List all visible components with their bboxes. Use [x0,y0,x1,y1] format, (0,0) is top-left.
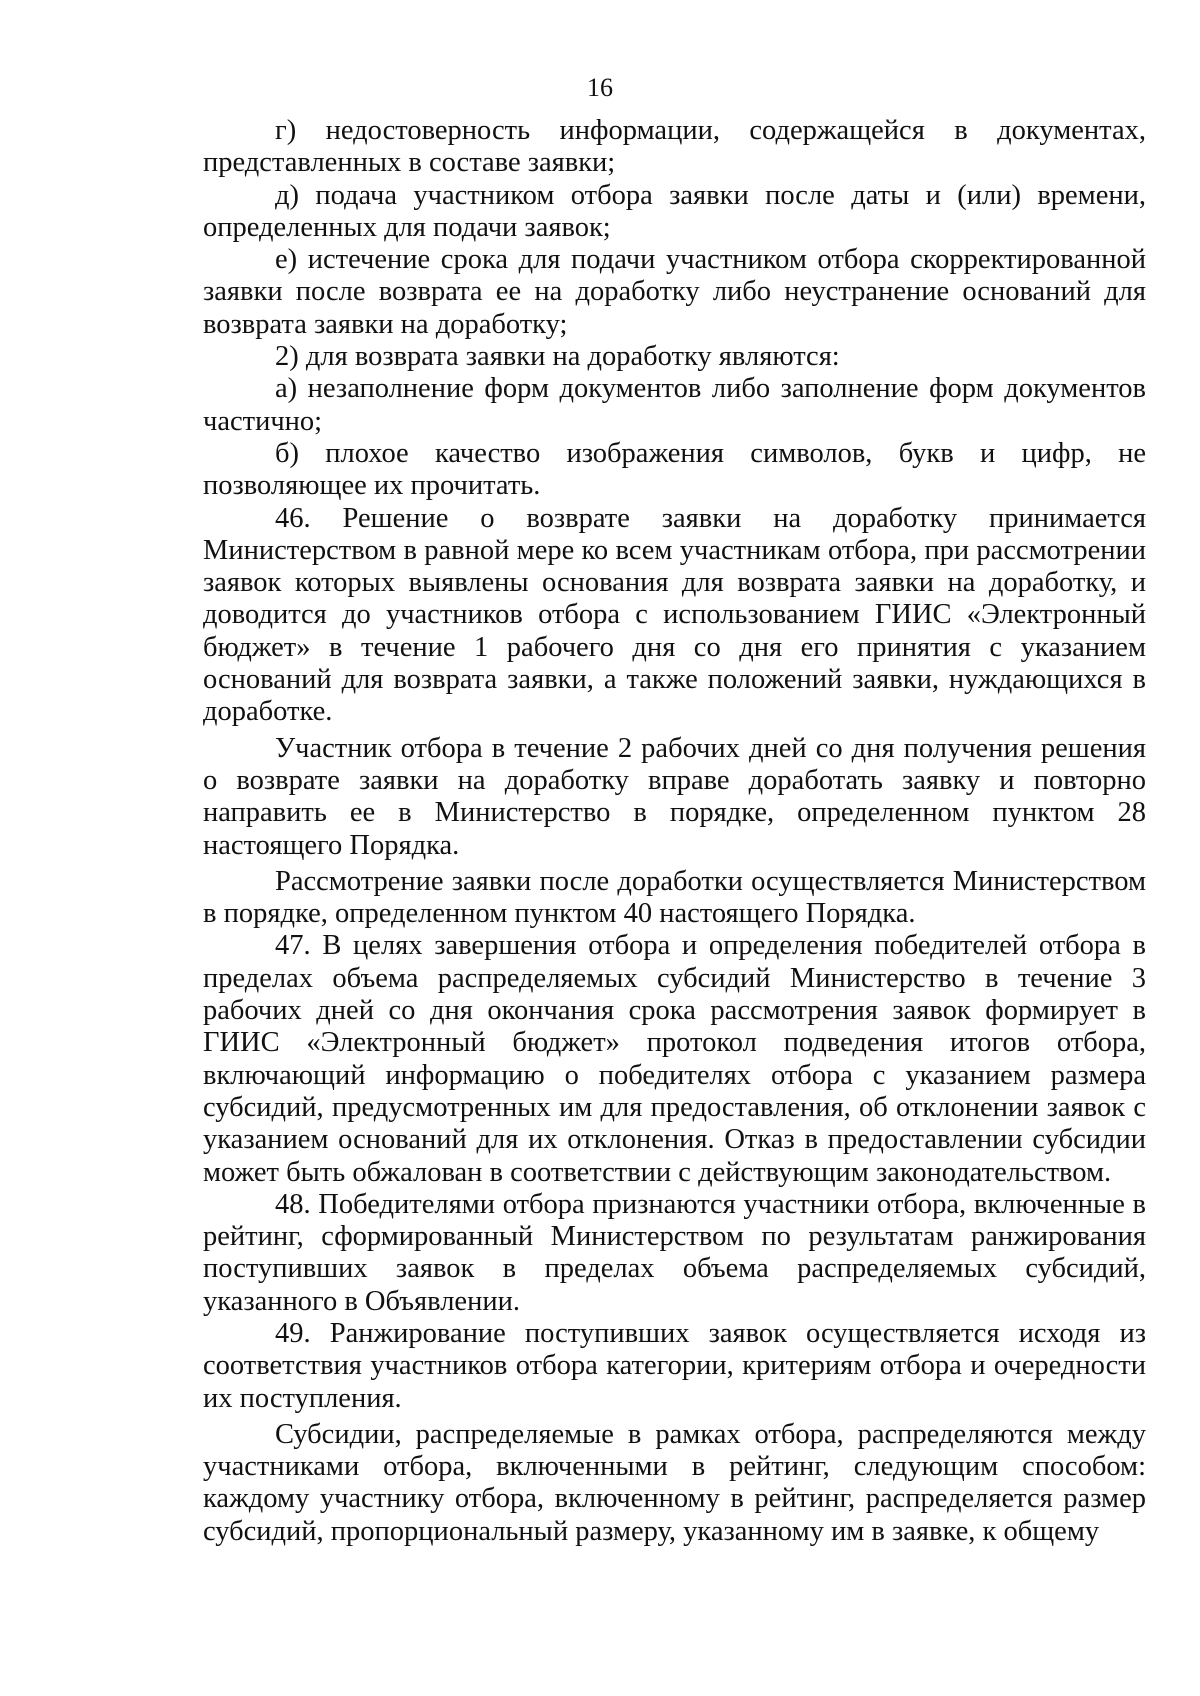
paragraph-47: 47. В целях завершения отбора и определения победителей отбора в пределах объема распределяемых субсидий Министерство в течение 3 рабочих дней со дня окончания срока рассмотрения заявок формирует в ГИИС «Электронный бюджет» протокол подведения итогов отбора, включающий информацию о победителях отбора с указанием размера субсидий, предусмотренных им для предоставления, об отклонении заявок с указанием оснований для их отклонения. Отказ в предоставлении субсидии может быть обжалован в соответствии с действующим законодательством. [203,930,1146,1188]
paragraph-item-e: е) истечение срока для подачи участником отбора скорректированной заявки после возврата ее на доработку либо неустранение оснований для возврата заявки на доработку; [203,244,1146,340]
paragraph-return-grounds: 2) для возврата заявки на доработку являются: [275,341,840,373]
paragraph-46-participant: Участник отбора в течение 2 рабочих дней со дня получения решения о возврате заявки на доработку вправе доработать заявку и повторно направить ее в Министерство в порядке, определенном пунктом 28 настоящего Порядка. [203,732,1146,861]
paragraph-item-g: г) недостоверность информации, содержащейся в документах, представленных в составе заявки; [203,115,1146,179]
paragraph-48: 48. Победителями отбора признаются участники отбора, включенные в рейтинг, сформированный Министерством по результатам ранжирования поступивших заявок в пределах объема распределяемых субсидий, указанного в Объявлении. [203,1188,1146,1317]
paragraph-49-subsidies: Субсидии, распределяемые в рамках отбора, распределяются между участниками отбора, включенными в рейтинг, следующим способом: каждому участнику отбора, включенному в рейтинг, распределяется размер субсидий, пропорциональный размеру, указанному им в заявке, к общему [203,1418,1146,1547]
paragraph-49: 49. Ранжирование поступивших заявок осуществляется исходя из соответствия участников отбора категории, критериям отбора и очередности их поступления. [203,1317,1146,1414]
paragraph-46-review: Рассмотрение заявки после доработки осуществляется Министерством в порядке, определенном пунктом 40 настоящего Порядка. [203,865,1146,930]
paragraph-46: 46. Решение о возврате заявки на доработку принимается Министерством в равной мере ко всем участникам отбора, при рассмотрении заявок которых выявлены основания для возврата заявки на доработку, и доводится до участников отбора с использованием ГИИС «Электронный бюджет» в течение 1 рабочего дня со дня его принятия с указанием оснований для возврата заявки, а также положений заявки, нуждающихся в доработке. [203,502,1146,728]
paragraph-item-a: а) незаполнение форм документов либо заполнение форм документов частично; [203,373,1146,437]
paragraph-item-d: д) подача участником отбора заявки после даты и (или) времени, определенных для подачи заявок; [203,179,1146,243]
page-number: 16 [587,73,613,102]
document-body [203,115,1146,1548]
paragraph-item-b: б) плохое качество изображения символов, букв и цифр, не позволяющее их прочитать. [203,437,1146,502]
